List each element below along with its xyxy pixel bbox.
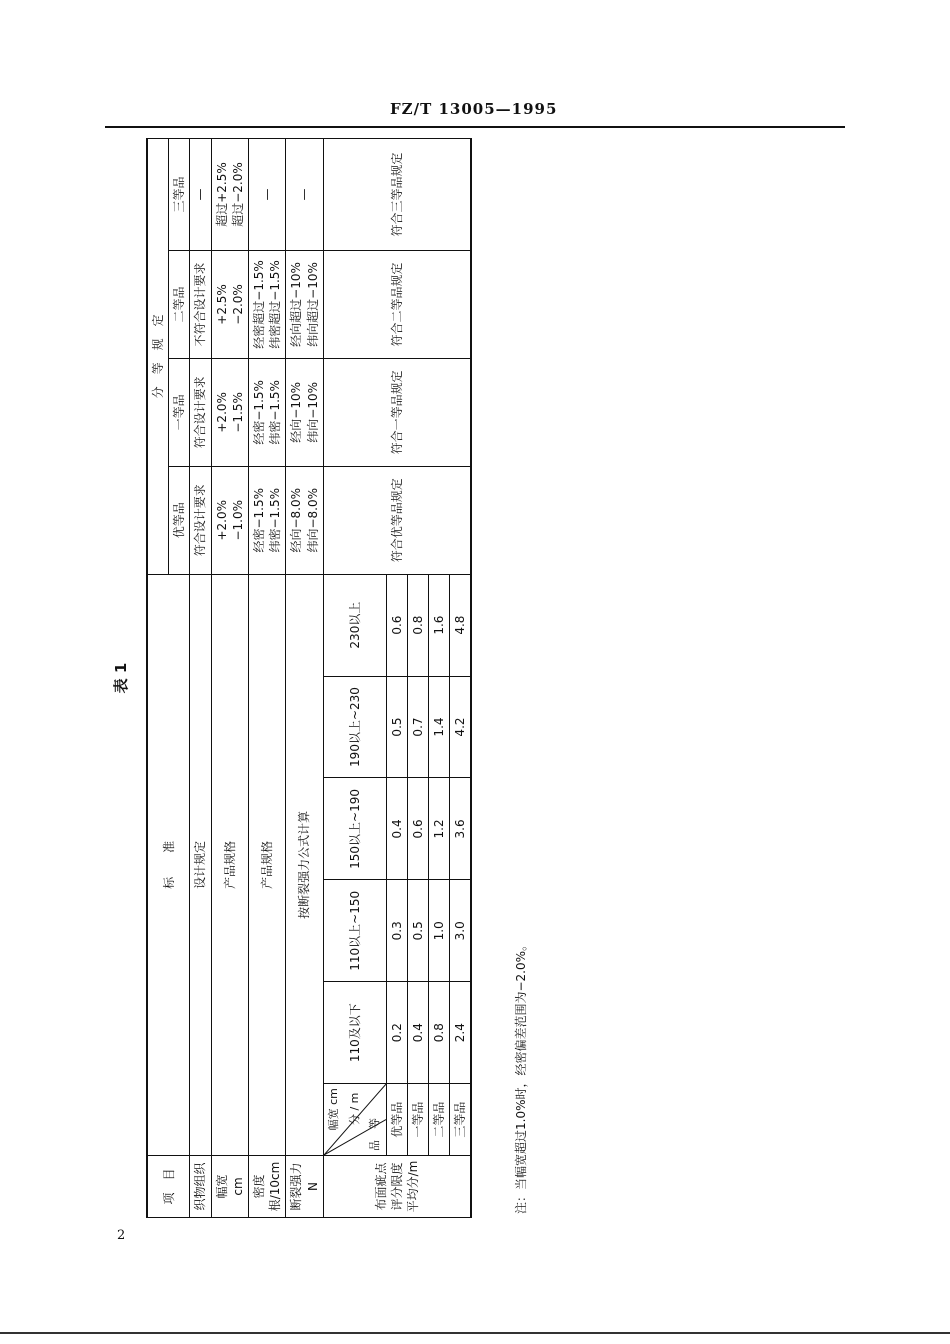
density-g1 <box>248 466 285 574</box>
defect-value: 4.2 <box>450 676 472 778</box>
strength-g4: — <box>286 139 323 251</box>
row-weave <box>190 139 211 1218</box>
rotated-table-block <box>100 138 560 1218</box>
width-g3-lower: −2.0% <box>230 284 245 325</box>
defect-value: 1.0 <box>429 880 450 982</box>
item-density <box>248 1156 285 1218</box>
item-defects <box>323 1156 471 1218</box>
weave-g4: — <box>190 139 211 251</box>
width-range-5: 230以上 <box>323 574 386 676</box>
density-g3 <box>248 251 285 359</box>
defect-value: 1.6 <box>429 574 450 676</box>
width-range-3: 150以上~190 <box>323 778 386 880</box>
item-width-name: 幅宽 <box>214 1174 229 1199</box>
density-g2 <box>248 358 285 466</box>
defect-value: 0.8 <box>429 982 450 1084</box>
defect-grade-label: 优等品 <box>386 1084 407 1156</box>
header-rule <box>105 126 845 128</box>
row-density <box>248 139 285 1218</box>
weave-g1: 符合设计要求 <box>190 466 211 574</box>
defect-value: 0.5 <box>407 880 428 982</box>
width-g1 <box>211 466 248 574</box>
density-g3-weft: 纬密超过−1.5% <box>268 260 283 349</box>
diag-grade-label: 品 等 <box>367 1118 381 1152</box>
item-strength-name: 断裂强力 <box>289 1162 304 1211</box>
item-width-unit: cm <box>230 1177 245 1196</box>
defect-value: 3.6 <box>450 778 472 880</box>
std-weave: 设计规定 <box>190 574 211 1155</box>
defects-g3: 符合二等品规定 <box>323 251 471 359</box>
grading-table <box>146 138 472 1218</box>
defect-value: 1.4 <box>429 676 450 778</box>
item-density-name: 密度 <box>251 1174 266 1199</box>
defect-value: 3.0 <box>450 880 472 982</box>
header-row-1 <box>147 139 169 1218</box>
defect-grade-label: 三等品 <box>450 1084 472 1156</box>
strength-g1-weft: 纬向−8.0% <box>305 487 320 553</box>
density-g1-warp: 经密−1.5% <box>251 487 266 553</box>
defects-g1: 符合优等品规定 <box>323 466 471 574</box>
row-defect-head <box>323 139 386 1218</box>
density-g4: — <box>248 139 285 251</box>
defect-value: 0.7 <box>407 676 428 778</box>
strength-g2-warp: 经向−10% <box>289 381 304 443</box>
item-weave: 织物组织 <box>190 1156 211 1218</box>
item-width <box>211 1156 248 1218</box>
width-g4-lower: 超过−2.0% <box>230 162 245 227</box>
width-range-1: 110及以下 <box>323 982 386 1084</box>
row-strength <box>286 139 323 1218</box>
head-grade-1: 优等品 <box>169 466 190 574</box>
head-grading: 分 等 规 定 <box>147 139 169 575</box>
weave-g3: 不符合设计要求 <box>190 251 211 359</box>
width-g2 <box>211 358 248 466</box>
defects-g2: 符合一等品规定 <box>323 358 471 466</box>
diag-score-label: 分 / m <box>347 1092 361 1126</box>
item-density-unit: 根/10cm <box>268 1161 283 1212</box>
width-g3-upper: +2.5% <box>214 284 229 325</box>
defect-value: 0.8 <box>407 574 428 676</box>
strength-g3-weft: 纬向超过−10% <box>305 262 320 347</box>
density-g2-warp: 经密−1.5% <box>251 380 266 445</box>
strength-g3-warp: 经向超过−10% <box>289 262 304 347</box>
defect-value: 1.2 <box>429 778 450 880</box>
density-g3-warp: 经密超过−1.5% <box>251 260 266 349</box>
strength-g1 <box>286 466 323 574</box>
defect-value: 0.4 <box>407 982 428 1084</box>
page-number: 2 <box>117 1228 126 1243</box>
strength-g3 <box>286 251 323 359</box>
defect-value: 4.8 <box>450 574 472 676</box>
width-g4-upper: 超过+2.5% <box>214 162 229 227</box>
width-range-4: 190以上~230 <box>323 676 386 778</box>
width-g2-lower: −1.5% <box>230 392 245 433</box>
std-density: 产品规格 <box>248 574 285 1155</box>
width-g1-upper: +2.0% <box>214 499 229 541</box>
diag-width-label: 幅宽 cm <box>326 1088 340 1131</box>
defect-value: 0.6 <box>386 574 407 676</box>
strength-g1-warp: 经向−8.0% <box>289 487 304 553</box>
head-standard: 标 准 <box>147 574 190 1155</box>
width-g1-lower: −1.0% <box>230 499 245 541</box>
defects-g4: 符合三等品规定 <box>323 139 471 251</box>
weave-g2: 符合设计要求 <box>190 358 211 466</box>
width-range-2: 110以上~150 <box>323 880 386 982</box>
defect-value: 0.5 <box>386 676 407 778</box>
defect-value: 2.4 <box>450 982 472 1084</box>
head-grade-4: 三等品 <box>169 139 190 251</box>
defect-value: 0.2 <box>386 982 407 1084</box>
item-defects-line-2: 评分限度 <box>389 1162 404 1211</box>
bottom-rule <box>0 1332 950 1334</box>
strength-g2-weft: 纬向−10% <box>305 381 320 443</box>
table-note: 注：当幅宽超过1.0%时，经密偏差范围为−2.0%。 <box>514 938 528 1214</box>
table-caption: 表 1 <box>112 662 130 694</box>
item-strength <box>286 1156 323 1218</box>
density-g1-weft: 纬密−1.5% <box>268 487 283 553</box>
head-item: 项 目 <box>147 1156 190 1218</box>
defect-value: 0.6 <box>407 778 428 880</box>
density-g2-weft: 纬密−1.5% <box>268 380 283 445</box>
defect-grade-label: 二等品 <box>429 1084 450 1156</box>
width-g2-upper: +2.0% <box>214 392 229 433</box>
defect-value: 0.3 <box>386 880 407 982</box>
head-grade-2: 一等品 <box>169 358 190 466</box>
defect-grade-label: 一等品 <box>407 1084 428 1156</box>
item-strength-unit: N <box>305 1182 320 1191</box>
head-grade-3: 二等品 <box>169 251 190 359</box>
width-g4 <box>211 139 248 251</box>
row-width <box>211 139 248 1218</box>
width-g3 <box>211 251 248 359</box>
defect-value: 0.4 <box>386 778 407 880</box>
standard-code: FZ/T 13005—1995 <box>390 100 558 118</box>
strength-g2 <box>286 358 323 466</box>
std-strength: 按断裂强力公式计算 <box>286 574 323 1155</box>
diagonal-header-cell <box>323 1084 386 1156</box>
std-width: 产品规格 <box>211 574 248 1155</box>
item-defects-line-3: 平均分/m <box>406 1160 421 1213</box>
item-defects-line-1: 布面疵点 <box>373 1162 388 1211</box>
